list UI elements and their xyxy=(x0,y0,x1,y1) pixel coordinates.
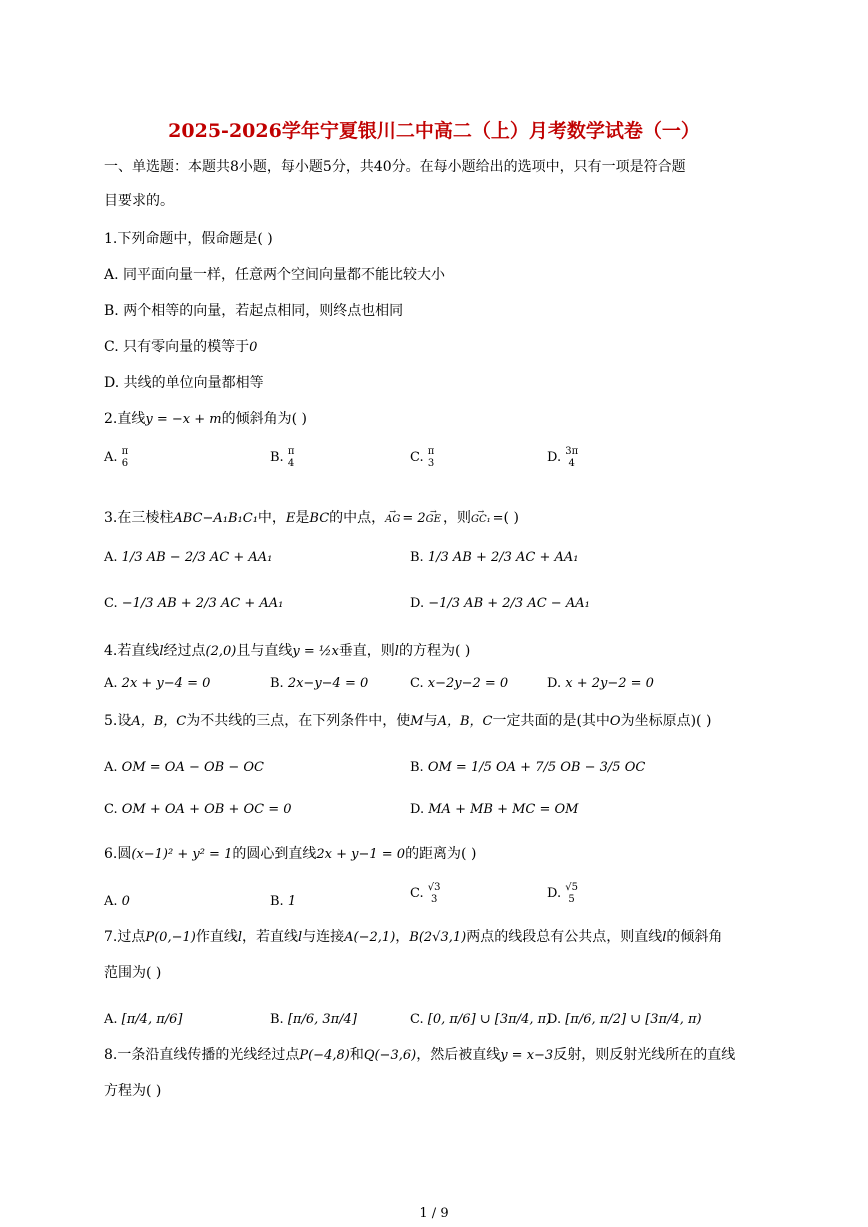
q1-option-a: A. 同平面向量一样，任意两个空间向量都不能比较大小 xyxy=(104,267,446,283)
q3-d-label: D. xyxy=(410,596,425,611)
q3-mid3: 的中点， xyxy=(329,510,386,526)
q4-mid1: 经过点 xyxy=(163,643,206,659)
q2-b-num: π xyxy=(287,446,295,457)
q3-c-expr: −1/3 AB + 2/3 AC + AA₁ xyxy=(121,596,284,611)
q1-option-b: B. 两个相等的向量，若起点相同，则终点也相同 xyxy=(104,303,404,319)
q6-b-val: 1 xyxy=(287,894,297,909)
q3-c-label: C. xyxy=(104,596,118,611)
q2-d-label: D. xyxy=(547,450,562,465)
q2-option-c xyxy=(410,446,434,469)
q7-l: l xyxy=(237,930,242,945)
q6-d-frac xyxy=(565,882,578,905)
q4-d-math: x + 2y−2 = 0 xyxy=(565,676,654,691)
q7-a-math: [π/4, π/6] xyxy=(121,1012,183,1027)
q7-b-label: B. xyxy=(270,1012,284,1027)
section-header-line2: 目要求的。 xyxy=(104,193,174,209)
q6-c-label: C. xyxy=(410,886,424,901)
q5-option-a xyxy=(104,760,264,776)
q2-d-frac xyxy=(565,446,578,469)
q7-l3: l xyxy=(662,930,667,945)
q7-point-p: P(0,−1) xyxy=(145,930,196,945)
q4-c-math: x−2y−2 = 0 xyxy=(427,676,509,691)
q3-post: ( ) xyxy=(503,510,519,526)
q1-option-c xyxy=(104,338,257,357)
q1-stem: 1.下列命题中，假命题是( ) xyxy=(104,231,273,247)
q8-post: 反射，则反射光线所在的直线 xyxy=(553,1047,736,1063)
q2-b-label: B. xyxy=(270,450,284,465)
q2-c-den: 3 xyxy=(427,458,435,469)
q4-d-label: D. xyxy=(547,676,562,691)
q1-option-c-text: C. 只有零向量的模等于 xyxy=(104,339,250,355)
q7-d-label: D. xyxy=(547,1012,562,1027)
q2-pre: 2.直线 xyxy=(104,411,146,427)
q2-post: 的倾斜角为( ) xyxy=(221,411,307,427)
q5-m: M xyxy=(410,714,424,729)
q6-stem xyxy=(104,845,476,864)
q4-mid3: 垂直，则 xyxy=(338,643,395,659)
q4-mid2: 且与直线 xyxy=(236,643,293,659)
q2-c-num: π xyxy=(427,446,435,457)
q1-option-d: D. 共线的单位向量都相等 xyxy=(104,375,264,391)
q5-mid3: 一定共面的是(其中 xyxy=(492,713,610,729)
q7-mid1: 作直线 xyxy=(195,929,238,945)
q6-mid: 的圆心到直线 xyxy=(232,846,317,862)
q4-option-d xyxy=(547,676,654,692)
q8-stem-line2: 方程为( ) xyxy=(104,1083,162,1099)
q3-a-expr: 1/3 AB − 2/3 AC + AA₁ xyxy=(121,550,273,565)
q6-option-b xyxy=(270,894,296,910)
q3-target-eq: = xyxy=(492,511,504,526)
q8-pre: 8.一条沿直线传播的光线经过点 xyxy=(104,1047,300,1063)
q2-option-d xyxy=(547,446,578,469)
q4-option-c xyxy=(410,676,508,692)
q5-c-label: C. xyxy=(104,802,118,817)
q3-vec-ag: → AG xyxy=(385,505,400,529)
exam-title: 2025-2026学年宁夏银川二中高二（上）月考数学试卷（一） xyxy=(168,120,700,142)
section-header-line1: 一、单选题：本题共8小题，每小题5分，共40分。在每小题给出的选项中，只有一项是符合题 xyxy=(104,159,686,175)
q3-mid2: 是 xyxy=(295,510,310,526)
q6-d-num: √5 xyxy=(565,882,578,893)
q2-a-label: A. xyxy=(104,450,118,465)
q3-prism: ABC−A₁B₁C₁ xyxy=(173,511,258,526)
q4-option-b xyxy=(270,676,368,692)
q6-d-label: D. xyxy=(547,886,562,901)
q8-line-eq: y = x−3 xyxy=(500,1048,554,1063)
q7-c-label: C. xyxy=(410,1012,424,1027)
q4-pre: 4.若直线 xyxy=(104,643,160,659)
q5-d-expr: MA + MB + MC = OM xyxy=(428,802,579,817)
q8-stem-line1 xyxy=(104,1046,735,1065)
q6-c-den: 3 xyxy=(430,894,438,905)
q5-option-c xyxy=(104,802,292,818)
q7-point-a: A(−2,1) xyxy=(344,930,396,945)
q4-l2: l xyxy=(394,644,399,659)
q5-mid1: 为不共线的三点，在下列条件中，使 xyxy=(186,713,411,729)
q4-a-math: 2x + y−4 = 0 xyxy=(121,676,211,691)
q3-option-b xyxy=(410,550,579,566)
q5-option-b xyxy=(410,760,645,776)
q3-b-label: B. xyxy=(410,550,424,565)
q7-mid2: ，若直线 xyxy=(242,929,298,945)
q3-a-label: A. xyxy=(104,550,118,565)
q4-l: l xyxy=(159,644,164,659)
q3-cond-eq: = 2 xyxy=(402,511,426,526)
q4-stem xyxy=(104,642,470,661)
q2-c-frac xyxy=(428,446,435,469)
q6-c-frac xyxy=(428,882,441,905)
q5-points2: A，B，C xyxy=(437,714,493,729)
q5-a-expr: OM = OA − OB − OC xyxy=(121,760,264,775)
q6-circle-eq: (x−1)² + y² = 1 xyxy=(131,847,233,862)
q7-l2: l xyxy=(298,930,303,945)
q5-b-label: B. xyxy=(410,760,424,775)
q7-c-math: [0, π/6] ∪ [3π/4, π) xyxy=(427,1012,552,1027)
q6-b-label: B. xyxy=(270,894,284,909)
q2-a-frac xyxy=(122,446,129,469)
q7-stem-line1 xyxy=(104,928,722,947)
q5-pre: 5.设 xyxy=(104,713,132,729)
q2-line-eq: y = −x + m xyxy=(145,412,222,427)
q3-option-d xyxy=(410,596,590,612)
q6-d-den: 5 xyxy=(568,894,575,905)
q5-option-d xyxy=(410,802,579,818)
q4-option-a xyxy=(104,676,210,692)
q6-option-d xyxy=(547,882,578,905)
q7-a-label: A. xyxy=(104,1012,118,1027)
q1-option-c-math: 0 xyxy=(249,340,258,355)
q3-vec-gc1: → GC₁ xyxy=(471,505,491,529)
q7-post: 的倾斜角 xyxy=(666,929,723,945)
page-number: 1 / 9 xyxy=(419,1206,449,1221)
q5-d-label: D. xyxy=(410,802,425,817)
q8-mid2: ，然后被直线 xyxy=(416,1047,501,1063)
q7-d-math: [π/6, π/2] ∪ [3π/4, π) xyxy=(565,1012,702,1027)
q7-option-b xyxy=(270,1012,357,1028)
q5-a-label: A. xyxy=(104,760,118,775)
q6-post: 的距离为( ) xyxy=(405,846,477,862)
q3-mid1: 中， xyxy=(257,510,286,526)
q6-line-eq: 2x + y−1 = 0 xyxy=(316,847,406,862)
q6-option-a xyxy=(104,894,130,910)
q5-mid2: 与 xyxy=(423,713,438,729)
q6-a-label: A. xyxy=(104,894,118,909)
q3-option-a xyxy=(104,550,272,566)
q4-post: 的方程为( ) xyxy=(398,643,471,659)
q2-b-den: 4 xyxy=(287,458,295,469)
q5-b-expr: OM = 1/5 OA + 7/5 OB − 3/5 OC xyxy=(427,760,646,775)
q4-b-math: 2x−y−4 = 0 xyxy=(287,676,369,691)
q4-line-eq: y = ½x xyxy=(292,644,339,659)
q4-b-label: B. xyxy=(270,676,284,691)
q5-points: A，B，C xyxy=(131,714,187,729)
q2-c-label: C. xyxy=(410,450,424,465)
q7-sep: ， xyxy=(395,929,410,945)
q2-d-den: 4 xyxy=(568,458,575,469)
q7-stem-line2: 范围为( ) xyxy=(104,965,162,981)
q8-point-q: Q(−3,6) xyxy=(363,1048,417,1063)
q6-a-val: 0 xyxy=(121,894,130,909)
q7-pre: 7.过点 xyxy=(104,929,146,945)
q5-stem xyxy=(104,712,711,731)
q3-vec-ge: → GE xyxy=(426,505,441,529)
q7-b-math: [π/6, 3π/4] xyxy=(287,1012,357,1027)
q3-mid4: ，则 xyxy=(442,510,471,526)
q4-point: (2,0) xyxy=(205,644,237,659)
q3-b-expr: 1/3 AB + 2/3 AC + AA₁ xyxy=(427,550,579,565)
q3-stem xyxy=(104,505,519,529)
q7-mid4: 两点的线段总有公共点，则直线 xyxy=(466,929,663,945)
q3-option-c xyxy=(104,596,283,612)
q3-bc: BC xyxy=(309,511,330,526)
q6-pre: 6.圆 xyxy=(104,846,132,862)
q2-stem xyxy=(104,410,307,429)
q5-post: 为坐标原点)( ) xyxy=(620,713,712,729)
q7-mid3: 与连接 xyxy=(302,929,345,945)
q2-a-den: 6 xyxy=(121,458,129,469)
q4-c-label: C. xyxy=(410,676,424,691)
q8-mid1: 和 xyxy=(349,1047,364,1063)
q2-d-num: 3π xyxy=(565,446,579,457)
q2-b-frac xyxy=(288,446,295,469)
q5-o: O xyxy=(609,714,621,729)
q2-option-b xyxy=(270,446,294,469)
q4-a-label: A. xyxy=(104,676,118,691)
q3-d-expr: −1/3 AB + 2/3 AC − AA₁ xyxy=(428,596,590,611)
q7-option-a xyxy=(104,1012,182,1028)
q6-option-c xyxy=(410,882,441,905)
q7-option-c xyxy=(410,1012,551,1028)
q2-a-num: π xyxy=(121,446,129,457)
q5-c-expr: OM + OA + OB + OC = 0 xyxy=(121,802,292,817)
q8-point-p: P(−4,8) xyxy=(299,1048,350,1063)
q2-option-a xyxy=(104,446,128,469)
q3-point-e: E xyxy=(285,511,296,526)
q6-c-num: √3 xyxy=(427,882,441,893)
q7-option-d xyxy=(547,1012,702,1028)
q7-point-b: B(2√3,1) xyxy=(409,930,467,945)
q3-pre: 3.在三棱柱 xyxy=(104,510,174,526)
